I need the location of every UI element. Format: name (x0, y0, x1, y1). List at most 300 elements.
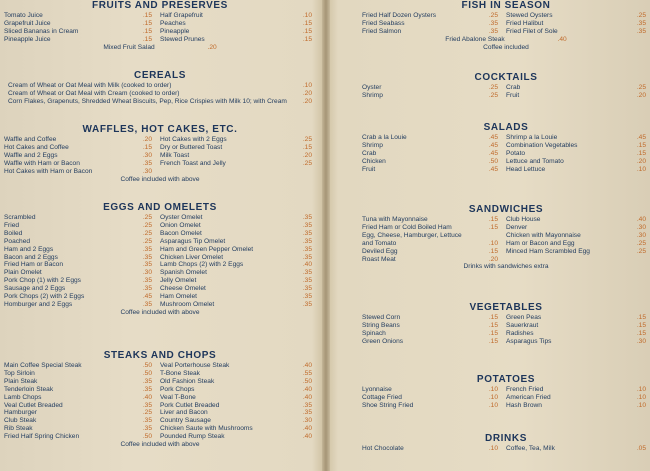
menu-item (362, 445, 506, 453)
item-price: .15 (636, 321, 646, 329)
menu-item (362, 322, 506, 330)
item-name: Spinach (362, 329, 386, 337)
item-name: Pork Cutlet Breaded (160, 401, 220, 409)
menu-row (4, 409, 316, 417)
item-price: .30 (142, 269, 152, 277)
item-name: Oyster Omelet (160, 214, 203, 221)
menu-row (4, 12, 316, 20)
menu-item (160, 254, 316, 262)
item-name: Half Grapefruit (160, 12, 203, 19)
item-name: Roast Meat (362, 255, 396, 263)
item-price: .35 (142, 417, 152, 425)
item-price: .30 (302, 417, 312, 425)
item-name: Minced Ham Scrambled Egg (506, 247, 590, 255)
item-price: .35 (302, 237, 312, 245)
menu-item (506, 12, 650, 20)
item-price: .50 (302, 377, 312, 385)
item-price: .35 (488, 19, 498, 27)
item-name: Bacon Omelet (160, 229, 202, 237)
menu-item (506, 386, 650, 394)
item-name: Shrimp (362, 141, 383, 149)
menu-item (160, 168, 316, 176)
menu-row (362, 314, 650, 322)
item-name: Stewed Prunes (160, 35, 205, 43)
menu-item (362, 28, 506, 36)
item-price: .30 (636, 231, 646, 239)
menu-item (362, 134, 506, 142)
item-name: Fried Half Spring Chicken (4, 433, 80, 441)
section-fish (362, 0, 650, 52)
item-price: .45 (488, 134, 498, 141)
item-price: .50 (142, 433, 152, 441)
menu-item (160, 222, 316, 230)
item-name: Spanish Omelet (160, 269, 207, 277)
menu-item (160, 301, 316, 309)
menu-row (4, 277, 316, 285)
item-name: Scrambled (4, 214, 36, 221)
item-name: Potato (506, 149, 526, 157)
item-price: .40 (557, 35, 567, 43)
menu-row (4, 160, 316, 168)
menu-row (362, 232, 650, 240)
item-price: .40 (636, 216, 646, 223)
section-title: FRUITS AND PRESERVES (92, 0, 228, 11)
menu-item (506, 142, 650, 150)
menu-item (160, 433, 316, 441)
item-name: Chicken (362, 157, 386, 165)
item-price: .35 (636, 19, 646, 27)
item-price (476, 232, 498, 240)
item-name: and Tomato (362, 239, 397, 247)
item-name: Plain Omelet (4, 269, 42, 277)
item-price: .20 (302, 89, 312, 97)
item-name: Chicken with Mayonnaise (506, 231, 581, 239)
menu-item (4, 12, 160, 20)
item-price: .35 (142, 159, 152, 167)
menu-item (362, 142, 506, 150)
item-name: Waffle and 2 Eggs (4, 151, 58, 159)
menu-item (4, 378, 160, 386)
menu-row (4, 230, 316, 238)
item-name: Liver and Bacon (160, 409, 208, 417)
item-name: Mushroom Omelet (160, 300, 215, 308)
item-price: .45 (142, 293, 152, 301)
menu-item (160, 238, 316, 246)
item-price: .15 (488, 223, 498, 231)
menu-item (160, 136, 316, 144)
item-name: Tenderloin Steak (4, 385, 54, 393)
item-name: Pineapple (160, 27, 190, 35)
item-name: Shrimp (362, 91, 383, 99)
section-title: WAFFLES, HOT CAKES, ETC. (82, 124, 238, 135)
item-price: .35 (302, 269, 312, 277)
item-name: Old Fashion Steak (160, 377, 215, 385)
item-price: .35 (488, 27, 498, 35)
menu-item (160, 160, 316, 168)
menu-item (506, 232, 650, 240)
item-name: Fried Seabass (362, 19, 405, 27)
section-vegetables (362, 302, 650, 346)
menu-row (362, 20, 650, 28)
section-title: DRINKS (485, 433, 527, 444)
menu-row (362, 394, 650, 402)
menu-row (4, 214, 316, 222)
item-price: .30 (142, 151, 152, 159)
item-price: .30 (636, 337, 646, 345)
menu-item (4, 168, 160, 176)
item-price: .40 (142, 393, 152, 401)
item-price: .35 (302, 401, 312, 409)
menu-row (362, 84, 650, 92)
item-name: Corn Flakes, Grapenuts, Shredded Wheat Biscuits, Pep, Rice Crispies with Milk 10; with Cream (8, 97, 287, 105)
menu-item (4, 301, 160, 309)
item-name: Hot Cakes with 2 Eggs (160, 136, 227, 143)
item-price: .15 (302, 27, 312, 35)
item-price: .15 (142, 19, 152, 27)
menu-item (506, 322, 650, 330)
menu-item (362, 150, 506, 158)
menu-item (506, 20, 650, 28)
item-name: Stewed Oysters (506, 12, 553, 19)
item-price: .35 (302, 409, 312, 417)
menu-row (4, 394, 316, 402)
item-price: .20 (302, 151, 312, 159)
menu-item (362, 394, 506, 402)
menu-row (4, 362, 316, 370)
menu-row (362, 402, 650, 410)
item-name: Main Coffee Special Steak (4, 362, 82, 369)
item-price: .35 (142, 277, 152, 285)
item-price: .35 (142, 261, 152, 269)
item-price: .35 (302, 229, 312, 237)
menu-item (362, 256, 506, 264)
item-price: .10 (636, 165, 646, 173)
item-name: Dry or Buttered Toast (160, 143, 223, 151)
item-name: Lamb Chops (2) with 2 Eggs (160, 261, 244, 269)
item-name: Pork Chop (1) with 2 Eggs (4, 277, 81, 285)
item-name (506, 256, 624, 264)
item-name: Boiled (4, 229, 23, 237)
item-name: Combination Vegetables (506, 141, 578, 149)
menu-item-full (4, 82, 316, 90)
menu-item (4, 285, 160, 293)
menu-item (506, 240, 650, 248)
item-name: Deviled Egg (362, 247, 398, 255)
menu-item (4, 402, 160, 410)
item-price: .10 (636, 386, 646, 393)
menu-item (4, 254, 160, 262)
menu-row (4, 36, 316, 44)
item-name: Hash Brown (506, 401, 542, 409)
menu-item (4, 144, 160, 152)
item-name: Veal Porterhouse Steak (160, 362, 230, 369)
menu-item (4, 386, 160, 394)
menu-row (362, 166, 650, 174)
menu-row (362, 28, 650, 36)
item-price: .10 (636, 401, 646, 409)
item-name: Hot Cakes with Ham or Bacon (4, 167, 93, 175)
item-price: .35 (302, 285, 312, 293)
item-price: .35 (302, 293, 312, 301)
item-price (624, 256, 646, 264)
menu-item (4, 238, 160, 246)
item-name: Bacon and 2 Eggs (4, 253, 58, 261)
item-price: .15 (488, 314, 498, 321)
menu-row (362, 216, 650, 224)
menu-item (4, 36, 160, 44)
menu-item (506, 314, 650, 322)
menu-item (362, 314, 506, 322)
menu-item (4, 293, 160, 301)
menu-row (362, 338, 650, 346)
menu-item (160, 36, 316, 44)
menu-item-full (4, 44, 316, 52)
item-name: T-Bone Steak (160, 369, 200, 377)
item-price: .25 (636, 84, 646, 91)
item-name: Mixed Fruit Salad (103, 43, 155, 51)
item-price: .20 (207, 43, 217, 51)
menu-item (4, 222, 160, 230)
menu-item (160, 152, 316, 160)
item-price: .15 (302, 19, 312, 27)
section-note: Coffee included (483, 43, 529, 51)
item-name: Crab (362, 149, 377, 157)
item-name: Hot Cakes and Coffee (4, 143, 69, 151)
item-name: Tuna with Mayonnaise (362, 216, 428, 223)
item-name: Fried Salmon (362, 27, 402, 35)
menu-item (362, 20, 506, 28)
item-price: .35 (302, 221, 312, 229)
menu-row (4, 269, 316, 277)
item-name: Shoe String Fried (362, 401, 414, 409)
menu-item (160, 425, 316, 433)
menu-item (4, 136, 160, 144)
item-name: Ham and 2 Eggs (4, 245, 54, 253)
menu-item-full (4, 98, 316, 106)
item-price: .40 (302, 393, 312, 401)
menu-item (506, 256, 650, 264)
section-title: EGGS AND OMELETS (103, 202, 217, 213)
item-name: Veal T-Bone (160, 393, 196, 401)
menu-row (362, 92, 650, 100)
item-price: .15 (302, 35, 312, 43)
item-name: Denver (506, 223, 528, 231)
menu-row (362, 322, 650, 330)
item-price: .15 (142, 27, 152, 35)
menu-item (506, 158, 650, 166)
item-price: .35 (142, 385, 152, 393)
item-name: Sliced Bananas in Cream (4, 27, 79, 35)
menu-item (160, 230, 316, 238)
menu-item (506, 166, 650, 174)
section-potatoes (362, 374, 650, 410)
menu-item (4, 362, 160, 370)
item-price: .35 (142, 245, 152, 253)
section-title: FISH IN SEASON (461, 0, 551, 11)
menu-item-full (362, 36, 650, 44)
item-price: .10 (302, 12, 312, 19)
item-price: .40 (302, 385, 312, 393)
menu-item (160, 246, 316, 254)
menu-row (4, 285, 316, 293)
item-price: .50 (142, 369, 152, 377)
section-title: STEAKS AND CHOPS (103, 350, 217, 361)
section-salads (362, 122, 650, 174)
menu-item (362, 166, 506, 174)
item-price: .45 (488, 141, 498, 149)
item-price: .25 (636, 239, 646, 247)
item-price: .25 (302, 136, 312, 143)
item-price: .10 (488, 393, 498, 401)
item-name: Coffee, Tea, Milk (506, 445, 555, 452)
item-price: .30 (142, 167, 152, 175)
menu-item (362, 386, 506, 394)
item-price: .05 (636, 445, 646, 452)
item-name: French Fried (506, 386, 544, 393)
menu-item (160, 362, 316, 370)
item-price: .15 (488, 216, 498, 223)
item-name: Pork Chops (160, 385, 195, 393)
menu-row (362, 150, 650, 158)
item-price: .40 (302, 362, 312, 369)
item-name: Top Sirloin (4, 369, 35, 377)
menu-row (362, 248, 650, 256)
menu-item (362, 84, 506, 92)
menu-row (4, 293, 316, 301)
menu-item (506, 394, 650, 402)
item-price: .35 (302, 253, 312, 261)
item-name: Homburger and 2 Eggs (4, 300, 73, 308)
menu-item (4, 246, 160, 254)
menu-item (506, 330, 650, 338)
section-title: COCKTAILS (474, 72, 538, 83)
menu-item (160, 293, 316, 301)
menu-item (160, 20, 316, 28)
item-name: Oyster (362, 84, 382, 91)
item-name: Cream of Wheat or Oat Meal with Cream (cooked to order) (8, 89, 180, 97)
menu-item (506, 92, 650, 100)
item-price: .35 (142, 300, 152, 308)
menu-item (4, 425, 160, 433)
item-price: .25 (142, 214, 152, 221)
item-price: .35 (142, 253, 152, 261)
item-name: Ham or Bacon and Egg (506, 239, 575, 247)
section-fruits (4, 0, 316, 52)
menu-item (506, 338, 650, 346)
item-price: .50 (142, 362, 152, 369)
item-name: String Beans (362, 321, 400, 329)
item-name: Lettuce and Tomato (506, 157, 564, 165)
menu-row (362, 256, 650, 264)
menu-row (4, 136, 316, 144)
menu-item (160, 144, 316, 152)
section-eggs (4, 202, 316, 317)
item-price: .25 (302, 159, 312, 167)
section-note: Coffee included with above (120, 175, 200, 183)
item-name: Poached (4, 237, 31, 245)
menu-item (362, 330, 506, 338)
item-name: Stewed Corn (362, 314, 401, 321)
menu-item (160, 409, 316, 417)
menu-row (362, 142, 650, 150)
center-fold (322, 0, 330, 471)
item-price: .10 (636, 393, 646, 401)
item-price: .20 (636, 91, 646, 99)
item-price: .45 (636, 134, 646, 141)
item-price: .15 (636, 141, 646, 149)
menu-item (160, 214, 316, 222)
menu-item (160, 269, 316, 277)
item-name: Plain Steak (4, 377, 38, 385)
item-price: .15 (302, 143, 312, 151)
section-cereals (4, 70, 316, 106)
item-price: .35 (636, 27, 646, 35)
section-note: Drinks with sandwiches extra (463, 263, 549, 271)
item-name: Peaches (160, 19, 186, 27)
item-price: .20 (302, 97, 312, 105)
item-price: .35 (142, 285, 152, 293)
menu-item (4, 261, 160, 269)
section-note: Coffee included with above (120, 308, 200, 316)
item-name: Fruit (506, 91, 520, 99)
item-price: .15 (636, 329, 646, 337)
menu-item-full (4, 90, 316, 98)
item-name: Grapefruit Juice (4, 19, 51, 27)
item-price: .20 (488, 255, 498, 263)
menu-item (160, 394, 316, 402)
item-price: .35 (302, 245, 312, 253)
menu-row (4, 144, 316, 152)
item-name: Waffle and Coffee (4, 136, 57, 143)
item-name: Fried Ham or Cold Boiled Ham (362, 223, 452, 231)
item-name: Head Lettuce (506, 165, 546, 173)
item-name: Ham Omelet (160, 293, 198, 301)
item-price: .35 (302, 214, 312, 221)
item-name: Lamb Chops (4, 393, 42, 401)
menu-item (506, 150, 650, 158)
item-price: .25 (142, 229, 152, 237)
menu-item (362, 232, 506, 240)
menu-row (4, 402, 316, 410)
item-name: Egg, Cheese, Hamburger, Lettuce (362, 231, 462, 239)
item-price: .20 (636, 157, 646, 165)
menu-row (4, 261, 316, 269)
menu-item (4, 370, 160, 378)
menu-row (4, 386, 316, 394)
menu-item (4, 394, 160, 402)
menu-row (362, 330, 650, 338)
section-sandwiches (362, 204, 650, 271)
menu-item (4, 269, 160, 277)
item-price: .25 (636, 12, 646, 19)
menu-item (362, 248, 506, 256)
menu-row (4, 246, 316, 254)
item-name: Jelly Omelet (160, 277, 197, 285)
item-name: Fried Filet of Sole (506, 27, 558, 35)
item-name: Chicken Saute with Mushrooms (160, 425, 253, 433)
item-price: .35 (142, 377, 152, 385)
menu-item (4, 230, 160, 238)
item-name: American Fried (506, 393, 551, 401)
item-name: Club House (506, 216, 541, 223)
menu-item (362, 92, 506, 100)
menu-row (4, 433, 316, 441)
item-price: .55 (302, 369, 312, 377)
menu-item (4, 417, 160, 425)
section-title: CEREALS (134, 70, 186, 81)
menu-item (160, 28, 316, 36)
menu-item (160, 402, 316, 410)
